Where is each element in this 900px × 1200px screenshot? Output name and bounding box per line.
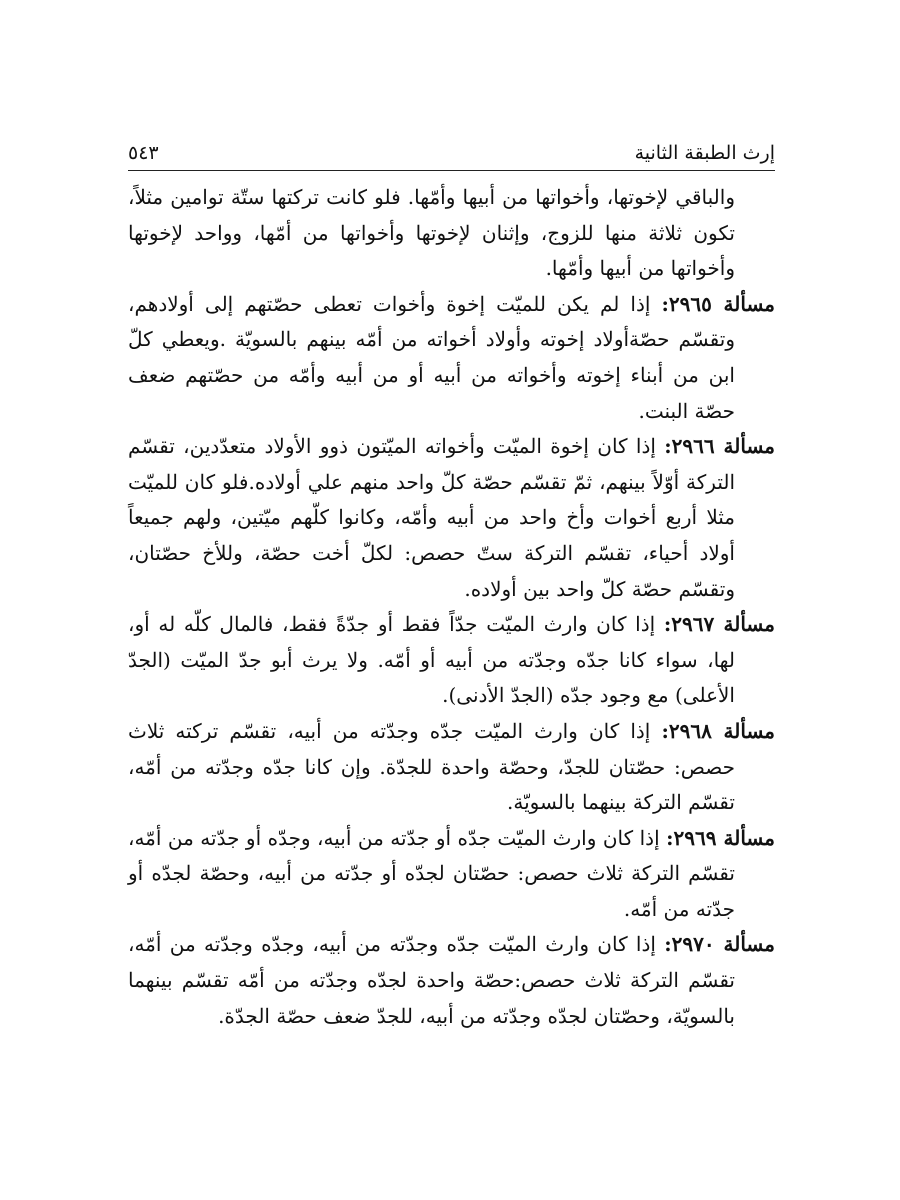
page-number: ٥٤٣ — [128, 142, 159, 164]
issue-label: مسألة ٢٩٧٠: — [664, 932, 775, 957]
issue-2969 — [128, 821, 775, 928]
issue-label: مسألة ٢٩٦٧: — [663, 612, 775, 637]
running-title: إرث الطبقة الثانية — [634, 142, 775, 164]
issue-2970 — [128, 927, 775, 1034]
header-rule — [128, 170, 775, 171]
intro-paragraph: والباقي لإخوتها، وأخواتها من أبيها وأمّها. فلو كانت تركتها ستّة توامين مثلاً، تكون ثلاثة منها للزوج، وإثنان لإخوتها وأخواتها من أمّها، وواحد لإخوتها وأخواتها من أبيها وأمّها. — [128, 185, 735, 281]
page-body — [128, 180, 775, 1034]
issue-2967 — [128, 607, 775, 714]
issue-label: مسألة ٢٩٦٥: — [661, 291, 775, 316]
issue-text: إذا لم يكن للميّت إخوة وأخوات تعطى حصّتهم إلى أولادهم، وتقسّم حصّةأولاد إخوته وأولاد أخواته من أمّه بينهم بالسويّة .ويعطي كلّ ابن من أبناء إخوته وأخواته من أبيه أو من أبيه وأمّه من حصّتهم ضعف حصّة البنت. — [128, 291, 735, 423]
issue-label: مسألة ٢٩٦٩: — [666, 825, 775, 850]
issue-text: إذا كان وارث الميّت جدّاً فقط أو جدّةً فقط، فالمال كلّه له أو، لها، سواء كانا جدّه وجدّته من أبيه أو أمّه. ولا يرث أبو جدّ الميّت (الجدّ الأعلى) مع وجود جدّه (الجدّ الأدنى). — [128, 612, 735, 708]
issue-label: مسألة ٢٩٦٨: — [661, 718, 776, 743]
page-header — [128, 140, 775, 174]
issue-label: مسألة ٢٩٦٦: — [664, 434, 775, 459]
issue-text: إذا كان وارث الميّت جدّه وجدّته من أبيه، وجدّه وجدّته من أمّه، تقسّم التركة ثلاث حصص:حصّة واحدة لجدّه وجدّته من أمّه تقسّم بينهما بالسويّة، وحصّتان لجدّه وجدّته من أبيه، للجدّ ضعف حصّة الجدّة. — [128, 932, 735, 1028]
issue-text: إذا كان وارث الميّت جدّه وجدّته من أبيه، تقسّم تركته ثلاث حصص: حصّتان للجدّ، وحصّة واحدة للجدّة. وإن كانا جدّه وجدّته من أمّه، تقسّم التركة بينهما بالسويّة. — [128, 718, 735, 815]
issue-2966 — [128, 429, 775, 607]
issue-text: إذا كان وارث الميّت جدّه أو جدّته من أبيه، وجدّه أو جدّته من أمّه، تقسّم التركة ثلاث حصص: حصّتان لجدّه أو جدّته من أبيه، وحصّة لجدّه أو جدّته من أمّه. — [128, 825, 735, 921]
issue-text: إذا كان إخوة الميّت وأخواته الميّتون ذوو الأولاد متعدّدين، تقسّم التركة أوّلاً بينهم، ثمّ تقسّم حصّة كلّ واحد منهم علي أولاده.فلو كان للميّت مثلا أربع أخوات وأخ واحد من أبيه وأمّه، وكانوا كلّهم ميّتين، ولهم جميعاً أولاد أحياء، تقسّم التركة ستّ حصص: لكلّ أخت حصّة، وللأخ حصّتان، وتقسّم حصّة كلّ واحد بين أولاده. — [128, 434, 735, 601]
issue-2968 — [128, 714, 775, 821]
issue-2965 — [128, 287, 775, 429]
